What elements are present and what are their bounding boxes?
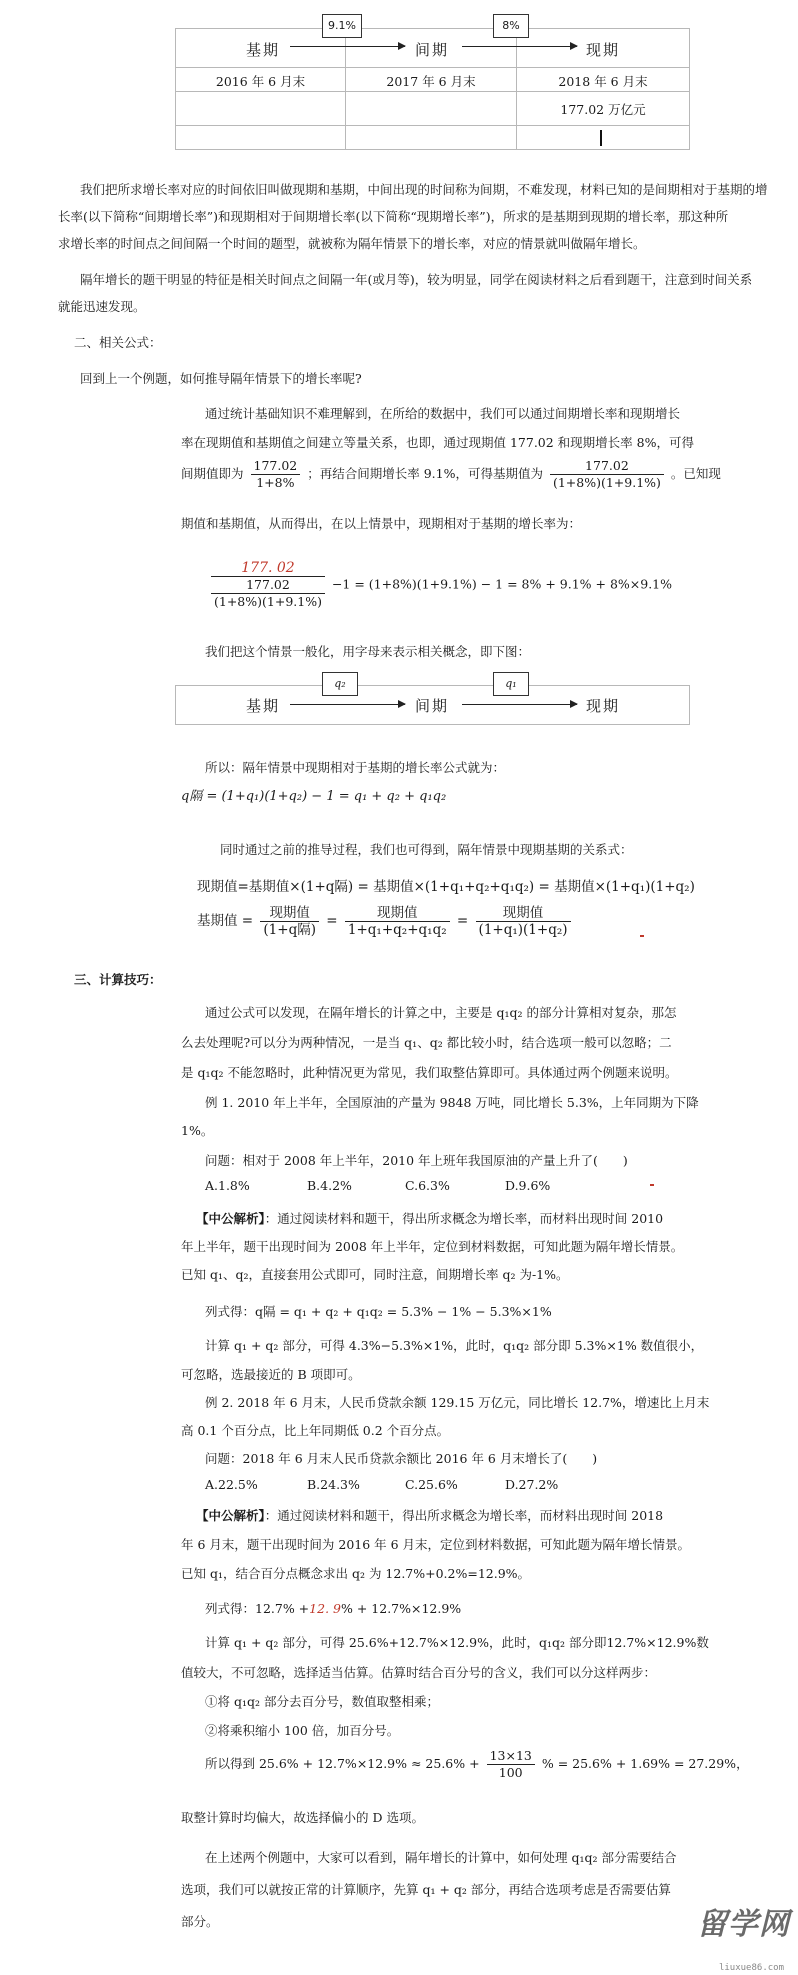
ex1-option-a: A.1.8% bbox=[205, 1178, 250, 1193]
ex1-calc-line1: 计算 q₁ + q₂ 部分，可得 4.3%−5.3%×1%，此时，q₁q₂ 部分即 5.3%×1% 数值很小， bbox=[205, 1338, 704, 1353]
ex2-option-a: A.22.5% bbox=[205, 1477, 258, 1492]
para3-l3-a: 间期值即为 bbox=[181, 466, 244, 481]
ex1-question: 问题：相对于 2008 年上半年，2010 年上班年我国原油的产量上升了( ) bbox=[205, 1153, 628, 1168]
red-mark bbox=[640, 935, 644, 937]
date-2017: 2017 年 6 月末 bbox=[386, 74, 476, 89]
ex2-step2: ②将乘积缩小 100 倍，加百分号。 bbox=[205, 1723, 400, 1738]
frac-den: (1+q₁)(1+q₂) bbox=[478, 922, 568, 938]
formula-current: 现期值=基期值×(1+q隔) = 基期值×(1+q₁+q₂+q₁q₂) = 基期值×(1+q₁)(1+q₂) bbox=[197, 879, 695, 895]
date-2016: 2016 年 6 月末 bbox=[215, 74, 306, 89]
ex2-calc-b: % + 12.7%×12.9% bbox=[340, 1601, 462, 1616]
ex1-option-d: D.9.6% bbox=[505, 1178, 551, 1193]
arrow-mid-to-current bbox=[462, 46, 577, 47]
ex1-line2: 1%。 bbox=[181, 1123, 214, 1138]
stage-mid-label: 间期 bbox=[415, 41, 450, 59]
ex2-result-line2: 取整计算时均偏大，故选择偏小的 D 选项。 bbox=[181, 1810, 424, 1825]
para3-line1: 通过统计基础知识不难理解到，在所给的数据中，我们可以通过间期增长率和现期增长 bbox=[205, 406, 681, 421]
frac-base-1 bbox=[260, 905, 319, 938]
growth-box-9-1: 9.1% bbox=[322, 14, 362, 38]
question-intro: 回到上一个例题，如何推导隔年情景下的增长率呢? bbox=[80, 371, 362, 386]
ex2-question: 问题：2018 年 6 月末人民币贷款余额比 2016 年 6 月末增长了( ) bbox=[205, 1451, 598, 1466]
frac-num: 现期值 bbox=[260, 905, 319, 922]
growth-table-2 bbox=[175, 685, 690, 725]
formula-base-label: 基期值 = bbox=[197, 913, 254, 929]
formula-base: 基期值 = $\frac{\text{现期值}}{\text{(1+q隔)}}$ = $\frac{\text{现期值}}{\text{1+q₁+q₂+q₁q₂}}$ = $\frac{\text{现期值}}{\text{(1+q₁)(1+q₂)}}$ bbox=[197, 905, 574, 938]
q1-box: q₁ bbox=[493, 672, 529, 696]
analysis-text: ：通过阅读材料和题干，得出所求概念为增长率，而材料出现时间 2018 bbox=[264, 1508, 664, 1523]
stage-base-label: 基期 bbox=[246, 41, 281, 59]
growth-formula-expanded bbox=[208, 560, 672, 610]
conclusion-line2: 选项，我们可以就按正常的计算顺序，先算 q₁ + q₂ 部分，再结合选项考虑是否需要估算 bbox=[181, 1882, 671, 1897]
ex1-analysis-line3: 已知 q₁、q₂，直接套用公式即可，同时注意，间期增长率 q₂ 为-1%。 bbox=[181, 1267, 569, 1282]
para4-line1: 通过公式可以发现，在隔年增长的计算之中，主要是 q₁q₂ 的部分计算相对复杂，那怎 bbox=[205, 1005, 677, 1020]
stage-current-label: 现期 bbox=[586, 697, 621, 715]
frac-num: 现期值 bbox=[345, 905, 450, 922]
conclusion-line3: 部分。 bbox=[181, 1914, 219, 1929]
ex2-step1: ①将 q₁q₂ 部分去百分号，数值取整相乘； bbox=[205, 1694, 439, 1709]
stage-current-label: 现期 bbox=[586, 41, 621, 59]
ex1-option-b: B.4.2% bbox=[307, 1178, 352, 1193]
para2-line1: 隔年增长的题干明显的特征是相关时间点之间隔一年(或月等)，较为明显，同学在阅读材料之后看到题干，注意到时间关系 bbox=[80, 272, 753, 287]
frac-den: 1+q₁+q₂+q₁q₂ bbox=[347, 922, 447, 938]
ex2-option-d: D.27.2% bbox=[505, 1477, 559, 1492]
para2-line2: 就能迅速发现。 bbox=[58, 299, 146, 314]
frac-num: 现期值 bbox=[476, 905, 571, 922]
frac-den-inner bbox=[211, 577, 325, 610]
frac-num: 177.02 bbox=[550, 458, 664, 475]
para3-line3 bbox=[181, 458, 721, 491]
section2-heading: 二、相关公式： bbox=[74, 335, 162, 350]
para3-l3-b: ；再结合间期增长率 9.1%，可得基期值为 bbox=[307, 466, 543, 481]
frac-den: (1+8%)(1+9.1%) bbox=[552, 475, 661, 490]
frac-base-3 bbox=[476, 905, 571, 938]
ex1-analysis-line2: 年上半年，题干出现时间为 2008 年上半年，定位到材料数据，可知此题为隔年增长情景。 bbox=[181, 1239, 684, 1254]
ex1-calc-line2: 可忽略，选最接近的 B 项即可。 bbox=[181, 1367, 361, 1382]
ex2-result bbox=[205, 1748, 749, 1781]
ex2-line2: 高 0.1 个百分点，比上年同期低 0.2 个百分点。 bbox=[181, 1423, 450, 1438]
frac-num-red: 177. 02 bbox=[211, 560, 325, 577]
stage-mid-label: 间期 bbox=[415, 697, 450, 715]
watermark-url: liuxue86.com bbox=[718, 1963, 784, 1973]
ex2-analysis-line2: 年 6 月末，题干出现时间为 2016 年 6 月末，定位到材料数据，可知此题为隔年增长情景。 bbox=[181, 1537, 691, 1552]
ex2-option-b: B.24.3% bbox=[307, 1477, 360, 1492]
para4-line3: 是 q₁q₂ 不能忽略时，此种情况更为常见，我们取整估算即可。具体通过两个例题来说明。 bbox=[181, 1065, 678, 1080]
frac-den: (1+q隔) bbox=[263, 922, 316, 938]
arrow-mid-to-current bbox=[462, 704, 577, 705]
analysis-text: ：通过阅读材料和题干，得出所求概念为增长率，而材料出现时间 2010 bbox=[264, 1211, 664, 1226]
ex1-option-c: C.6.3% bbox=[405, 1178, 450, 1193]
date-2018: 2018 年 6 月末 bbox=[558, 74, 648, 89]
ex2-analysis-line3: 已知 q₁，结合百分点概念求出 q₂ 为 12.7%+0.2%=12.9%。 bbox=[181, 1566, 531, 1581]
para1-line2: 长率(以下简称“间期增长率”)和现期相对于间期增长率(以下简称“现期增长率”)，所求的是基期到现期的增长率，那这种所 bbox=[58, 209, 729, 224]
ex2-analysis-line1 bbox=[196, 1506, 663, 1524]
ex2-calc-line2: 值较大，不可忽略，选择适当估算。估算时结合百分号的含义，我们可以分这样两步： bbox=[181, 1665, 657, 1680]
frac-den: 1+8% bbox=[256, 475, 295, 490]
analysis-label: 【中公解析】 bbox=[196, 1211, 265, 1226]
frac-den: (1+8%)(1+9.1%) bbox=[214, 594, 322, 609]
ex1-analysis-line1 bbox=[196, 1209, 663, 1227]
ex2-calc-red: 12. 9 bbox=[309, 1601, 341, 1616]
section3-heading: 三、计算技巧： bbox=[74, 972, 162, 987]
frac-base-2 bbox=[345, 905, 450, 938]
para3-l3-c: 。已知现 bbox=[670, 466, 721, 481]
para4-line2: 么去处理呢?可以分为两种情况，一是当 q₁、q₂ 都比较小时，结合选项一般可以忽略；二 bbox=[181, 1035, 672, 1050]
frac-num: 13×13 bbox=[487, 1748, 535, 1765]
q2-box: q₂ bbox=[322, 672, 358, 696]
growth-box-8: 8% bbox=[493, 14, 529, 38]
para3-line2: 率在现期值和基期值之间建立等量关系，也即，通过现期值 177.02 和现期增长率 8%，可得 bbox=[181, 435, 694, 450]
analysis-label: 【中公解析】 bbox=[196, 1508, 265, 1523]
ex2-result-a: 所以得到 25.6% + 12.7%×12.9% ≈ 25.6% + bbox=[205, 1756, 480, 1771]
frac-den: 100 bbox=[498, 1765, 523, 1780]
frac-num: 177.02 bbox=[211, 577, 325, 594]
compound-fraction bbox=[211, 560, 325, 610]
fraction-base-value bbox=[550, 458, 664, 491]
fraction-mid-value bbox=[251, 458, 301, 491]
para1-line3: 求增长率的时间点之间间隔一个时间的题型，就被称为隔年情景下的增长率，对应的情景就叫做隔年增长。 bbox=[58, 236, 646, 251]
watermark-logo: 留学网 bbox=[697, 1907, 790, 1942]
ex2-calc-line1: 计算 q₁ + q₂ 部分，可得 25.6%+12.7%×12.9%，此时，q₁q₂ 部分即12.7%×12.9%数 bbox=[205, 1635, 709, 1650]
arrow-base-to-mid bbox=[290, 46, 405, 47]
value-current: 177.02 万亿元 bbox=[560, 102, 646, 117]
para3-line4: 期值和基期值，从而得出，在以上情景中，现期相对于基期的增长率为： bbox=[181, 516, 582, 531]
para1-line1: 我们把所求增长率对应的时间依旧叫做现期和基期，中间出现的时间称为间期，不难发现，材料已知的是间期相对于基期的增 bbox=[80, 182, 768, 197]
formula1-rest: −1 = (1+8%)(1+9.1%) − 1 = 8% + 9.1% + 8%×9.1% bbox=[331, 576, 673, 592]
text-cursor bbox=[600, 130, 602, 146]
ex1-calc: 列式得：q隔 = q₁ + q₂ + q₁q₂ = 5.3% − 1% − 5.3%×1% bbox=[205, 1304, 552, 1319]
conclusion-line1: 在上述两个例题中，大家可以看到，隔年增长的计算中，如何处理 q₁q₂ 部分需要结合 bbox=[205, 1850, 677, 1865]
ex2-option-c: C.25.6% bbox=[405, 1477, 458, 1492]
ex2-result-b: % = 25.6% + 1.69% = 27.29%， bbox=[541, 1756, 749, 1771]
ex1-line1: 例 1. 2010 年上半年，全国原油的产量为 9848 万吨，同比增长 5.3%，上年同期为下降 bbox=[205, 1095, 699, 1110]
arrow-base-to-mid bbox=[290, 704, 405, 705]
ex2-calc bbox=[205, 1599, 461, 1617]
fraction-13x13 bbox=[487, 1748, 535, 1781]
growth-table-1 bbox=[175, 28, 690, 150]
so-line: 所以：隔年情景中现期相对于基期的增长率公式就为： bbox=[205, 760, 506, 775]
generalize-line: 我们把这个情景一般化，用字母来表示相关概念，即下图： bbox=[205, 644, 531, 659]
relation-intro: 同时通过之前的推导过程，我们也可得到，隔年情景中现期基期的关系式： bbox=[220, 842, 633, 857]
red-mark bbox=[650, 1184, 654, 1186]
formula-q-gap: q隔 = (1+q₁)(1+q₂) − 1 = q₁ + q₂ + q₁q₂ bbox=[181, 789, 447, 804]
ex2-line1: 例 2. 2018 年 6 月末，人民币贷款余额 129.15 万亿元，同比增长 12.7%，增速比上月末 bbox=[205, 1395, 710, 1410]
ex2-calc-a: 列式得：12.7% + bbox=[205, 1601, 310, 1616]
stage-base-label: 基期 bbox=[246, 697, 281, 715]
frac-num: 177.02 bbox=[251, 458, 301, 475]
inner-fraction bbox=[211, 577, 325, 610]
